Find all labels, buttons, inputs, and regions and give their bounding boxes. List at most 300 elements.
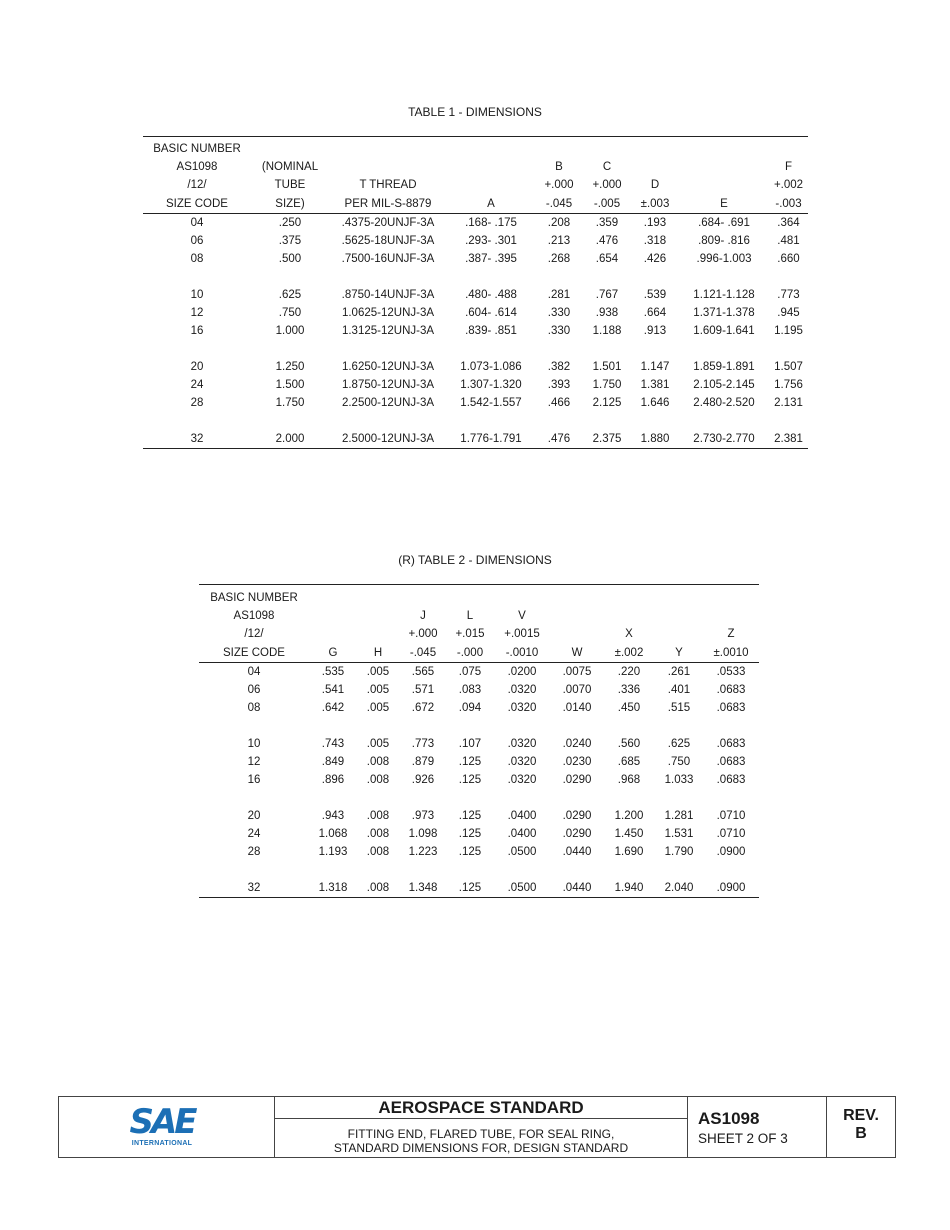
table-cell: .0320 [507, 738, 537, 750]
table-cell: .0240 [562, 738, 592, 750]
table-row [199, 771, 759, 789]
header-cell [399, 589, 447, 607]
table-cell: .926 [411, 774, 435, 786]
table-cell: .336 [617, 684, 641, 696]
table-cell: .107 [458, 738, 482, 750]
table-cell: .008 [366, 828, 390, 840]
table-cell: 1.880 [631, 430, 679, 449]
header-cell [357, 625, 399, 643]
table-cell: .0290 [562, 810, 592, 822]
table-cell: .0400 [507, 828, 537, 840]
table-cell: .250 [278, 217, 302, 229]
table-cell: 2.5000-12UNJ-3A [329, 430, 447, 449]
header-cell [703, 607, 759, 625]
header-cell: E [679, 194, 769, 214]
table-cell: .767 [595, 289, 619, 301]
table-cell: 1.776-1.791 [447, 430, 535, 449]
table-cell: .535 [321, 666, 345, 678]
table-cell: .0500 [493, 879, 551, 898]
header-cell: T THREAD [359, 179, 417, 191]
table-row [143, 232, 808, 250]
header-row [143, 194, 808, 214]
table-cell: .125 [458, 756, 482, 768]
table-cell: 1.250 [275, 361, 305, 373]
table-cell: .571 [411, 684, 435, 696]
header-cell: SIZE CODE [143, 194, 251, 214]
table-cell: .008 [366, 774, 390, 786]
header-cell [551, 625, 603, 643]
table-cell: 24 [247, 828, 261, 840]
header-cell: TUBE [274, 179, 306, 191]
table-cell: .426 [643, 253, 667, 265]
group-spacer [199, 789, 759, 807]
table-cell: 1.318 [309, 879, 357, 898]
table-cell: .0710 [716, 810, 746, 822]
header-cell: BASIC NUMBER [153, 143, 241, 155]
table-cell: 1.348 [399, 879, 447, 898]
table-cell: .565 [411, 666, 435, 678]
spacer-cell [143, 268, 808, 286]
table-row [199, 807, 759, 825]
spacer-cell [143, 412, 808, 430]
group-spacer [199, 861, 759, 879]
header-cell [329, 158, 447, 176]
table-cell: .539 [643, 289, 667, 301]
table-cell: .213 [547, 235, 571, 247]
spacer-cell [199, 789, 759, 807]
table-cell: .268 [547, 253, 571, 265]
spacer-cell [199, 861, 759, 879]
table-cell: .879 [411, 756, 435, 768]
table-cell: .968 [617, 774, 641, 786]
header-row [199, 589, 759, 607]
table2-caption: (R) TABLE 2 - DIMENSIONS [398, 553, 552, 567]
table-cell: 16 [247, 774, 261, 786]
spacer-cell [143, 340, 808, 358]
table-cell: 1.033 [664, 774, 694, 786]
header-cell: -.000 [447, 643, 493, 663]
header-cell [655, 607, 703, 625]
table-cell: 32 [199, 879, 309, 898]
header-cell: +.002 [773, 179, 804, 191]
header-cell [703, 589, 759, 607]
table-row [143, 430, 808, 449]
table-cell: .005 [366, 666, 390, 678]
header-row [143, 158, 808, 176]
header-cell [679, 140, 769, 158]
table-row [199, 663, 759, 682]
table-cell: 20 [190, 361, 204, 373]
sae-logo [129, 1102, 195, 1148]
table-cell: .0440 [562, 846, 592, 858]
header-cell: -.0010 [493, 643, 551, 663]
header-cell [769, 140, 808, 158]
table-cell: 32 [143, 430, 251, 449]
table-cell: .4375-20UNJF-3A [341, 217, 435, 229]
table-cell: 2.131 [774, 397, 803, 409]
table-cell: 10 [247, 738, 261, 750]
table-cell: 2.480-2.520 [693, 397, 755, 409]
table-cell: .094 [458, 702, 482, 714]
header-cell: -.003 [769, 194, 808, 214]
group-spacer [199, 717, 759, 735]
header-cell [603, 607, 655, 625]
table-cell: .0683 [716, 702, 746, 714]
table-cell: .664 [643, 307, 667, 319]
table-cell: .083 [458, 684, 482, 696]
table-cell: .0683 [716, 684, 746, 696]
header-cell [535, 140, 583, 158]
table-cell: .773 [777, 289, 800, 301]
table-cell: .7500-16UNJF-3A [341, 253, 435, 265]
table-cell: 2.040 [655, 879, 703, 898]
header-row [143, 140, 808, 158]
header-cell [631, 158, 679, 176]
table-cell: .0320 [507, 774, 537, 786]
table-cell: 2.125 [592, 397, 622, 409]
table-cell: .0533 [716, 666, 746, 678]
revision-label: REV. [843, 1107, 879, 1124]
table-cell: .168- .175 [465, 217, 517, 229]
table-cell: .261 [667, 666, 691, 678]
table-row [199, 735, 759, 753]
table-cell: .0320 [507, 702, 537, 714]
table-cell: .075 [458, 666, 482, 678]
header-cell: +.000 [592, 179, 622, 191]
table-row [143, 250, 808, 268]
header-cell [329, 140, 447, 158]
table-cell: 1.073-1.086 [460, 361, 522, 373]
header-cell: SIZE) [251, 194, 329, 214]
header-cell [631, 140, 679, 158]
header-cell: (NOMINAL [261, 161, 319, 173]
header-cell [251, 140, 329, 158]
table-cell: .913 [643, 325, 667, 337]
header-row [199, 643, 759, 663]
header-cell: H [357, 643, 399, 663]
table-cell: 16 [190, 325, 204, 337]
table-cell: .5625-18UNJF-3A [341, 235, 435, 247]
table-cell: 1.450 [614, 828, 644, 840]
table-cell: 1.098 [408, 828, 438, 840]
table-cell: .743 [321, 738, 345, 750]
logo-cell [59, 1097, 275, 1157]
header-cell [655, 625, 703, 643]
table-row [143, 394, 808, 412]
table-row [199, 699, 759, 717]
header-cell [679, 158, 769, 176]
dimensions-table-2 [199, 589, 759, 898]
table-cell: .750 [278, 307, 302, 319]
table1-caption: TABLE 1 - DIMENSIONS [408, 105, 542, 119]
table-cell: 1.0625-12UNJ-3A [341, 307, 435, 319]
table-cell: .0200 [507, 666, 537, 678]
table-cell: 1.307-1.320 [460, 379, 522, 391]
table-cell: .0683 [716, 756, 746, 768]
revision-cell [827, 1097, 895, 1157]
table-cell: .364 [777, 217, 800, 229]
document-number: AS1098 [698, 1109, 760, 1128]
header-cell: V [518, 610, 526, 622]
table-cell: 1.501 [592, 361, 622, 373]
table-cell: .604- .614 [465, 307, 517, 319]
table-cell: .0900 [716, 846, 746, 858]
header-cell: ±.002 [603, 643, 655, 663]
header-cell: A [447, 194, 535, 214]
header-cell: Y [655, 643, 703, 663]
table-cell: .8750-14UNJF-3A [341, 289, 435, 301]
table-cell: 1.200 [614, 810, 644, 822]
table-cell: .500 [278, 253, 302, 265]
table-cell: 1.609-1.641 [693, 325, 755, 337]
table-cell: .0290 [562, 774, 592, 786]
group-spacer [143, 412, 808, 430]
table-cell: 24 [190, 379, 204, 391]
table-cell: .625 [667, 738, 691, 750]
table-cell: .476 [595, 235, 619, 247]
header-cell [309, 607, 357, 625]
table-cell: .0683 [716, 774, 746, 786]
table-cell: .481 [777, 235, 800, 247]
revision-value: B [855, 1125, 867, 1142]
table-cell: .945 [777, 307, 800, 319]
table-cell: 1.068 [318, 828, 348, 840]
table-cell: .849 [321, 756, 345, 768]
table-cell: 1.193 [318, 846, 348, 858]
header-cell: L [466, 610, 474, 622]
table-row [143, 286, 808, 304]
header-cell: AS1098 [233, 610, 275, 622]
header-row [143, 176, 808, 194]
table-cell: .896 [321, 774, 345, 786]
table-cell: 12 [247, 756, 261, 768]
table-cell: .0440 [551, 879, 603, 898]
table-cell: 28 [190, 397, 204, 409]
table-cell: .401 [667, 684, 691, 696]
table-row [199, 681, 759, 699]
table-cell: .293- .301 [465, 235, 517, 247]
header-cell: -.005 [583, 194, 631, 214]
header-row [199, 625, 759, 643]
table-cell: .0900 [703, 879, 759, 898]
table-cell: .125 [458, 774, 482, 786]
table-cell: .008 [366, 756, 390, 768]
table-cell: .005 [366, 738, 390, 750]
table-cell: .750 [667, 756, 691, 768]
table-cell: .541 [321, 684, 345, 696]
table-cell: 12 [190, 307, 204, 319]
table-cell: .005 [366, 684, 390, 696]
header-cell: D [650, 179, 660, 191]
table-cell: .0500 [507, 846, 537, 858]
table-cell: .0070 [562, 684, 592, 696]
header-cell: -.045 [535, 194, 583, 214]
table-cell: 1.121-1.128 [693, 289, 755, 301]
spacer-cell [199, 717, 759, 735]
table-cell: .008 [366, 810, 390, 822]
header-cell [603, 589, 655, 607]
header-cell [357, 607, 399, 625]
table-cell: 1.8750-12UNJ-3A [341, 379, 435, 391]
table-cell: .318 [643, 235, 667, 247]
table-row [143, 358, 808, 376]
header-cell: X [625, 628, 633, 640]
document-subtitle [275, 1119, 687, 1155]
table-cell: .642 [321, 702, 345, 714]
table-row [143, 214, 808, 233]
table-cell: 1.750 [275, 397, 305, 409]
header-cell: Z [727, 628, 735, 640]
header-cell: W [551, 643, 603, 663]
table-cell: .208 [547, 217, 571, 229]
table-cell: .0075 [562, 666, 592, 678]
table-cell: .393 [547, 379, 571, 391]
table-cell: .0230 [562, 756, 592, 768]
table-cell: .480- .488 [465, 289, 517, 301]
table-cell: 1.531 [664, 828, 694, 840]
table-cell: .685 [617, 756, 641, 768]
table-cell: 08 [190, 253, 204, 265]
table-cell: .125 [458, 810, 482, 822]
table-cell: 1.750 [592, 379, 622, 391]
table-cell: .008 [366, 846, 390, 858]
header-cell: +.015 [455, 628, 485, 640]
table-row [199, 753, 759, 771]
sae-logo-mark: SAE [129, 1102, 195, 1142]
table-cell: .375 [278, 235, 302, 247]
header-cell: +.000 [544, 179, 574, 191]
header-cell: +.000 [408, 628, 438, 640]
table-cell: 1.223 [408, 846, 438, 858]
table-cell: .973 [411, 810, 435, 822]
table-cell: 1.542-1.557 [460, 397, 522, 409]
header-cell: /12/ [244, 628, 264, 640]
title-block [58, 1096, 896, 1158]
table1-top-rule [143, 136, 808, 137]
table-cell: .943 [321, 810, 345, 822]
table-row [143, 304, 808, 322]
table-cell: 2.105-2.145 [693, 379, 755, 391]
table-cell: 20 [247, 810, 261, 822]
table-cell: 1.6250-12UNJ-3A [341, 361, 435, 373]
header-cell: PER MIL-S-8879 [329, 194, 447, 214]
table-cell: 1.195 [774, 325, 803, 337]
table-cell: .625 [278, 289, 302, 301]
header-cell: B [555, 161, 563, 173]
table-cell: 1.507 [774, 361, 803, 373]
table-cell: 1.646 [640, 397, 670, 409]
table-cell: .938 [595, 307, 619, 319]
table-cell: 1.940 [603, 879, 655, 898]
table-cell: .0400 [507, 810, 537, 822]
sae-logo-subtext: INTERNATIONAL [131, 1140, 193, 1147]
table-cell: .466 [547, 397, 571, 409]
header-cell [357, 589, 399, 607]
table-cell: .654 [595, 253, 619, 265]
table-cell: .193 [643, 217, 667, 229]
table-cell: 04 [247, 666, 261, 678]
header-cell [447, 176, 535, 194]
header-cell: /12/ [187, 179, 207, 191]
table-cell: .560 [617, 738, 641, 750]
header-cell: J [420, 610, 426, 622]
table-cell: 1.147 [640, 361, 670, 373]
table-cell: .330 [547, 325, 571, 337]
header-cell [447, 158, 535, 176]
header-cell: G [309, 643, 357, 663]
header-cell [551, 589, 603, 607]
header-cell: F [784, 161, 793, 173]
table-cell: .839- .851 [465, 325, 517, 337]
table-cell: .330 [547, 307, 571, 319]
header-cell [309, 625, 357, 643]
subtitle-line-2: STANDARD DIMENSIONS FOR, DESIGN STANDARD [333, 1141, 629, 1155]
table-cell: 2.375 [583, 430, 631, 449]
table-cell: .672 [411, 702, 435, 714]
header-cell: -.045 [399, 643, 447, 663]
sheet-number: SHEET 2 OF 3 [698, 1131, 788, 1146]
header-row [199, 607, 759, 625]
group-spacer [143, 268, 808, 286]
table-cell: 1.281 [664, 810, 694, 822]
table-cell: .125 [458, 828, 482, 840]
table-cell: .281 [547, 289, 571, 301]
table-cell: .515 [667, 702, 691, 714]
table-cell: .125 [447, 879, 493, 898]
header-cell [309, 589, 357, 607]
table-cell: 1.371-1.378 [693, 307, 755, 319]
table-cell: .809- .816 [698, 235, 750, 247]
header-cell: ±.003 [631, 194, 679, 214]
standard-title: AEROSPACE STANDARD [275, 1097, 687, 1119]
table-cell: 08 [247, 702, 261, 714]
table-cell: .773 [411, 738, 435, 750]
header-cell: C [602, 161, 612, 173]
table-cell: 1.690 [614, 846, 644, 858]
table-cell: .996-1.003 [696, 253, 752, 265]
header-cell [447, 589, 493, 607]
table-cell: .387- .395 [465, 253, 517, 265]
group-spacer [143, 340, 808, 358]
table-cell: .220 [617, 666, 641, 678]
table-cell: 2.381 [769, 430, 808, 449]
table-cell: .359 [595, 217, 619, 229]
table-cell: .0140 [562, 702, 592, 714]
table-cell: 2.2500-12UNJ-3A [341, 397, 435, 409]
table-cell: 06 [190, 235, 204, 247]
table-cell: 06 [247, 684, 261, 696]
table-row [143, 322, 808, 340]
table-cell: 1.381 [640, 379, 670, 391]
table-cell: 28 [247, 846, 261, 858]
table-cell: 1.756 [774, 379, 803, 391]
table-cell: 2.730-2.770 [679, 430, 769, 449]
header-cell: SIZE CODE [199, 643, 309, 663]
table-cell: .0683 [716, 738, 746, 750]
table-cell: .005 [366, 702, 390, 714]
table-cell: .450 [617, 702, 641, 714]
table-cell: 1.859-1.891 [693, 361, 755, 373]
table-cell: .660 [777, 253, 800, 265]
header-cell [679, 176, 769, 194]
table-row [199, 825, 759, 843]
table-cell: 1.3125-12UNJ-3A [341, 325, 435, 337]
header-cell [583, 140, 631, 158]
dimensions-table-1 [143, 140, 808, 449]
header-cell: +.0015 [504, 628, 540, 640]
table-cell: .0320 [507, 684, 537, 696]
header-cell [447, 140, 535, 158]
